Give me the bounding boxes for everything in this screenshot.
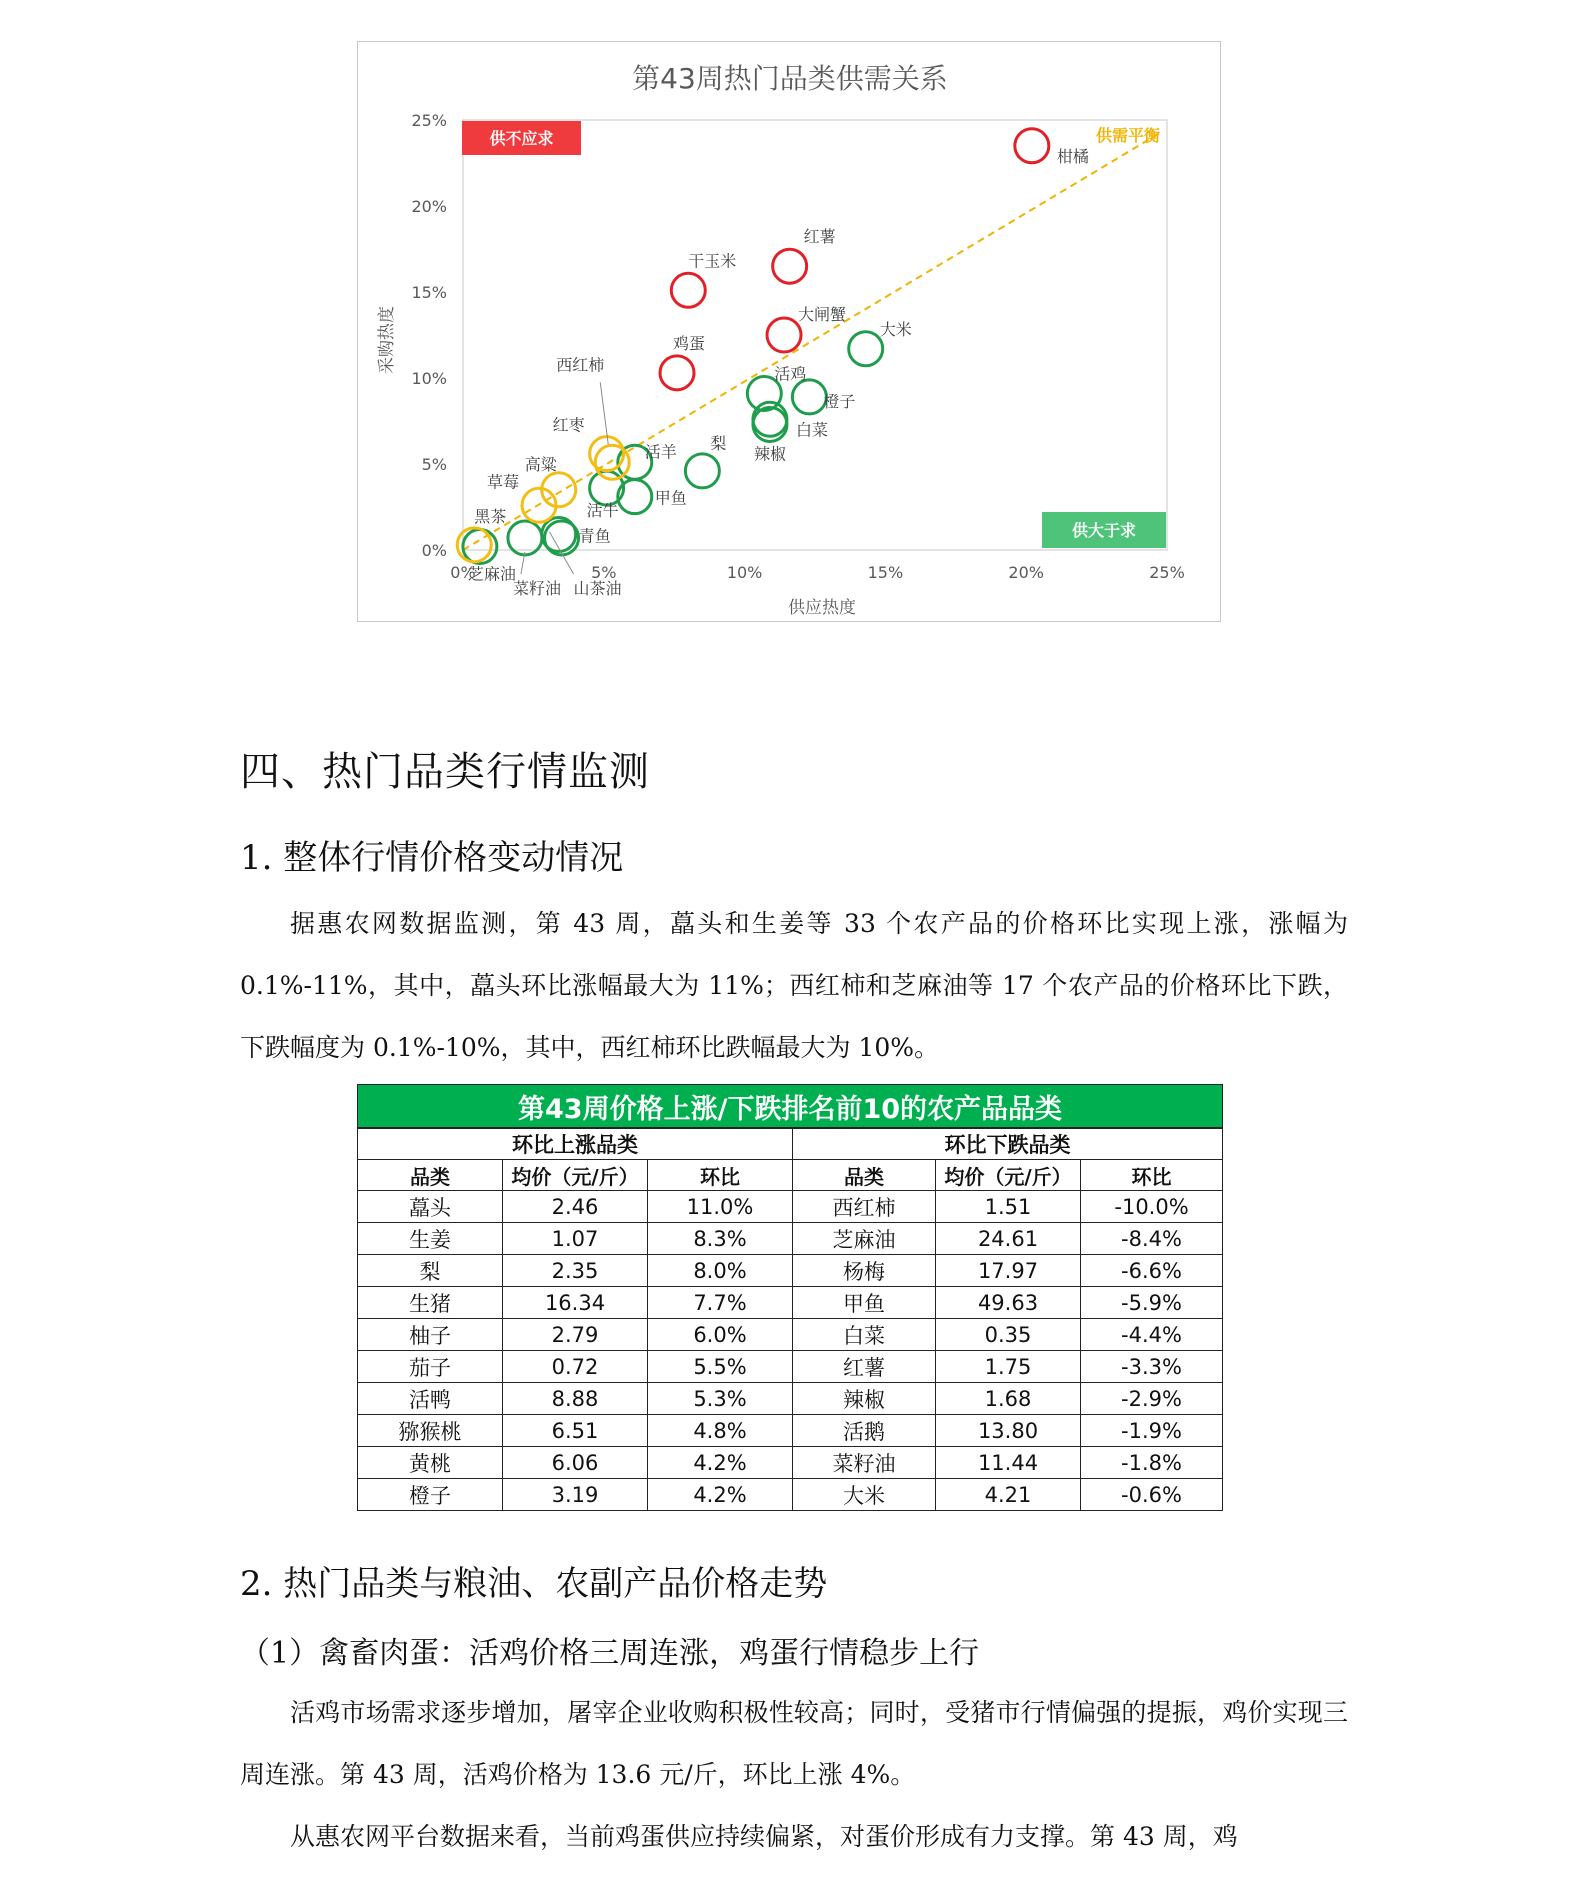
table-cell: 24.61 — [936, 1223, 1081, 1255]
table-cell: 0.35 — [936, 1319, 1081, 1351]
table-cell: 西红柿 — [793, 1191, 936, 1223]
table-cell: -2.9% — [1081, 1383, 1223, 1415]
table-cell: 6.51 — [503, 1415, 648, 1447]
data-point-label: 橙子 — [823, 391, 856, 411]
supply-demand-chart — [357, 41, 1221, 622]
y-tick-label: 5% — [421, 455, 447, 474]
table-cell: 1.75 — [936, 1351, 1081, 1383]
column-header: 均价（元/斤） — [503, 1160, 648, 1191]
y-tick-label: 10% — [411, 369, 447, 388]
data-point-label: 草莓 — [487, 472, 520, 492]
table-body — [358, 1191, 1223, 1511]
table-cell: -3.3% — [1081, 1351, 1223, 1383]
y-tick-label: 20% — [411, 197, 447, 216]
data-point-label: 黑茶 — [474, 506, 507, 526]
data-point-label: 大米 — [879, 319, 912, 339]
table-cell: 6.0% — [648, 1319, 793, 1351]
data-point — [660, 356, 694, 390]
data-point-label: 高粱 — [524, 454, 557, 474]
table-cell: 1.68 — [936, 1383, 1081, 1415]
leader-line — [600, 382, 608, 444]
data-point — [671, 273, 705, 307]
y-axis-label: 采购热度 — [377, 306, 397, 374]
table-cell: 6.06 — [503, 1447, 648, 1479]
table-cell: -10.0% — [1081, 1191, 1223, 1223]
column-header: 品类 — [793, 1160, 936, 1191]
table-cell: 8.88 — [503, 1383, 648, 1415]
column-header: 均价（元/斤） — [936, 1160, 1081, 1191]
table-cell: 5.5% — [648, 1351, 793, 1383]
data-point-label: 活牛 — [586, 501, 619, 521]
table-cell: 11.44 — [936, 1447, 1081, 1479]
table-cell: 藠头 — [358, 1191, 503, 1223]
table-row — [358, 1479, 1223, 1511]
table-row — [358, 1351, 1223, 1383]
column-header: 品类 — [358, 1160, 503, 1191]
table-cell: -5.9% — [1081, 1287, 1223, 1319]
table-cell: 49.63 — [936, 1287, 1081, 1319]
table-row — [358, 1415, 1223, 1447]
table-cell: 橙子 — [358, 1479, 503, 1511]
data-point-label: 活羊 — [644, 442, 677, 462]
table-cell: 红薯 — [793, 1351, 936, 1383]
x-tick-label: 15% — [867, 563, 904, 582]
column-header: 环比 — [648, 1160, 793, 1191]
table-title: 第43周价格上涨/下跌排名前10的农产品品类 — [358, 1085, 1223, 1129]
table-cell: -8.4% — [1081, 1223, 1223, 1255]
paragraph-overview: 据惠农网数据监测，第 43 周，藠头和生姜等 33 个农产品的价格环比实现上涨，涨幅为 0.1%-11%，其中，藠头环比涨幅最大为 11%；西红柿和芝麻油等 17 个农产品的价格环比下跌，下跌幅度为 0.1%-10%，其中，西红柿环比跌幅最大为 10%。 — [240, 909, 1348, 1062]
y-tick-label: 0% — [421, 541, 447, 560]
table-row — [358, 1287, 1223, 1319]
paragraph-chicken: 活鸡市场需求逐步增加，屠宰企业收购积极性较高；同时，受猪市行情偏强的提振，鸡价实现三周连涨。第 43 周，活鸡价格为 13.6 元/斤，环比上涨 4%。 — [240, 1698, 1348, 1789]
data-point-label: 鸡蛋 — [673, 333, 706, 353]
table-cell: 7.7% — [648, 1287, 793, 1319]
table-cell: 2.46 — [503, 1191, 648, 1223]
data-point-label: 活鸡 — [774, 364, 807, 384]
plot-area — [463, 120, 1167, 550]
subsection-title-2: 2. 热门品类与粮油、农副产品价格走势 — [240, 1564, 828, 1604]
table-cell: 4.2% — [648, 1447, 793, 1479]
data-point-label: 芝麻油 — [467, 564, 516, 584]
data-point-label: 菜籽油 — [512, 578, 561, 598]
table-cell: 17.97 — [936, 1255, 1081, 1287]
table-cell: 3.19 — [503, 1479, 648, 1511]
data-point — [792, 380, 826, 414]
table-cell: -4.4% — [1081, 1319, 1223, 1351]
data-point — [849, 332, 883, 366]
fall-group-header: 环比下跌品类 — [793, 1128, 1223, 1160]
data-point — [767, 318, 801, 352]
price-ranking-table-wrap — [357, 1084, 1222, 1511]
table-cell: 1.51 — [936, 1191, 1081, 1223]
data-point-label: 红薯 — [803, 227, 836, 247]
table-cell: 8.3% — [648, 1223, 793, 1255]
table-cell: 梨 — [358, 1255, 503, 1287]
oversupply-label: 供大于求 — [1071, 521, 1137, 540]
table-cell: -0.6% — [1081, 1479, 1223, 1511]
undersupply-label: 供不应求 — [489, 129, 554, 148]
x-tick-label: 25% — [1149, 563, 1185, 582]
x-tick-label: 0% — [450, 563, 476, 582]
balance-label: 供需平衡 — [1095, 126, 1161, 145]
data-point-label: 红枣 — [552, 415, 585, 435]
y-tick-label: 25% — [411, 111, 447, 130]
column-header: 环比 — [1081, 1160, 1223, 1191]
table-cell: 4.21 — [936, 1479, 1081, 1511]
data-point-label: 大闸蟹 — [798, 305, 847, 324]
y-tick-label: 15% — [411, 283, 447, 302]
chart-title: 第43周热门品类供需关系 — [632, 62, 948, 95]
table-cell: -6.6% — [1081, 1255, 1223, 1287]
data-point-label: 干玉米 — [688, 251, 737, 271]
x-tick-label: 10% — [726, 563, 763, 582]
subsection-title-3: （1）禽畜肉蛋：活鸡价格三周连涨，鸡蛋行情稳步上行 — [240, 1636, 980, 1671]
table-row — [358, 1191, 1223, 1223]
table-cell: 5.3% — [648, 1383, 793, 1415]
x-tick-label: 20% — [1008, 563, 1044, 582]
price-ranking-table — [357, 1084, 1223, 1511]
table-cell: 甲鱼 — [793, 1287, 936, 1319]
table-row — [358, 1223, 1223, 1255]
data-point — [773, 249, 807, 283]
table-cell: 2.35 — [503, 1255, 648, 1287]
data-point-label: 甲鱼 — [654, 488, 687, 508]
data-point-label: 白菜 — [795, 420, 828, 440]
table-row — [358, 1383, 1223, 1415]
table-cell: 4.8% — [648, 1415, 793, 1447]
table-cell: 11.0% — [648, 1191, 793, 1223]
table-cell: 活鹅 — [793, 1415, 936, 1447]
table-cell: 大米 — [793, 1479, 936, 1511]
data-point-label: 辣椒 — [753, 444, 786, 464]
x-tick-label: 5% — [591, 563, 617, 582]
rise-group-header: 环比上涨品类 — [358, 1128, 793, 1160]
data-point-label: 青鱼 — [578, 526, 611, 546]
data-point-label: 梨 — [710, 433, 727, 453]
table-cell: 柚子 — [358, 1319, 503, 1351]
data-point-label: 山茶油 — [573, 578, 622, 598]
section-title: 四、热门品类行情监测 — [240, 749, 650, 795]
table-cell: 生猪 — [358, 1287, 503, 1319]
table-row — [358, 1447, 1223, 1479]
table-cell: 1.07 — [503, 1223, 648, 1255]
data-point-label: 柑橘 — [1056, 146, 1089, 166]
table-cell: 0.72 — [503, 1351, 648, 1383]
table-cell: -1.9% — [1081, 1415, 1223, 1447]
table-cell: 4.2% — [648, 1479, 793, 1511]
table-cell: 2.79 — [503, 1319, 648, 1351]
table-cell: 生姜 — [358, 1223, 503, 1255]
data-point — [685, 454, 719, 488]
table-cell: 16.34 — [503, 1287, 648, 1319]
table-cell: 13.80 — [936, 1415, 1081, 1447]
paragraph-eggs: 从惠农网平台数据来看，当前鸡蛋供应持续偏紧，对蛋价形成有力支撑。第 43 周，鸡 — [290, 1822, 1238, 1851]
table-cell: 猕猴桃 — [358, 1415, 503, 1447]
table-cell: 白菜 — [793, 1319, 936, 1351]
table-cell: 黄桃 — [358, 1447, 503, 1479]
table-cell: 菜籽油 — [793, 1447, 936, 1479]
balance-diagonal-line — [463, 132, 1161, 550]
table-cell: 8.0% — [648, 1255, 793, 1287]
table-cell: 茄子 — [358, 1351, 503, 1383]
table-row — [358, 1319, 1223, 1351]
table-cell: -1.8% — [1081, 1447, 1223, 1479]
table-row — [358, 1255, 1223, 1287]
table-cell: 活鸭 — [358, 1383, 503, 1415]
x-axis-label: 供应热度 — [788, 598, 856, 618]
chart-canvas — [358, 42, 1222, 623]
data-point — [1015, 129, 1049, 163]
table-cell: 杨梅 — [793, 1255, 936, 1287]
table-cell: 辣椒 — [793, 1383, 936, 1415]
data-point-label: 西红柿 — [556, 355, 605, 375]
subsection-title-1: 1. 整体行情价格变动情况 — [240, 838, 624, 878]
table-cell: 芝麻油 — [793, 1223, 936, 1255]
